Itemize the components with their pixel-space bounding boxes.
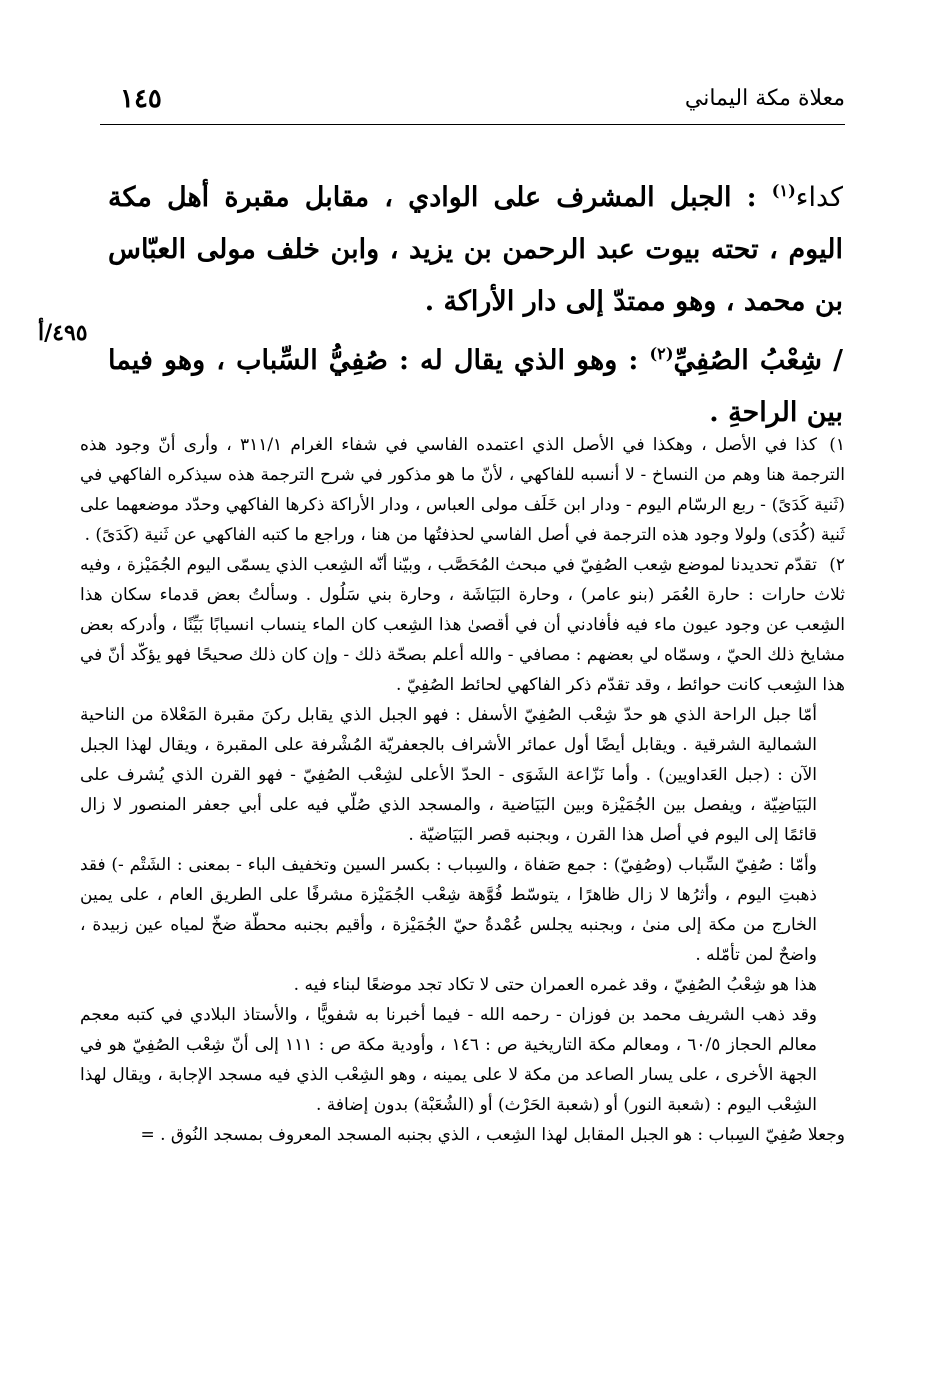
footnote-2-paragraph: أمّا جبل الراحة الذي هو حدّ شِعْب الصُفِيّ الأسفل : فهو الجبل الذي يقابل ركنَ مقبرة المَعْلاة من الناحية الشمالية الشرقية . ويقابل أيضًا أول عمائر الأشراف بالجعفريّة المُشْرفة على المقبرة ، ويقال لهذا الجبل الآن : (جبل العَداويين) . وأما نَزّاعة الشَوَى - الحدّ الأعلى لشِعْب الصُفِيّ - فهو القرن الذي يُشرف على البَيَاضِيّة ، ويفصل بين الجُمَيْزة وبين البَيَاضية ، والمسجد الذي صُلّي فيه على أبي جعفر المنصور لا زال قائمًا إلى اليوم في أصل هذا القرن ، وبجنبه قصر البَيَاضيّة . (80, 705, 817, 845)
entry-shib-heading: / شِعْبُ الصُفِيِّ (673, 345, 843, 376)
header-rule (100, 124, 845, 125)
running-title: معلاة مكة اليماني (684, 86, 845, 111)
footnote-2-paragraph: وجعلا صُفِيّ السِباب : هو الجبل المقابل لهذا الشِعب ، الذي بجنبه المسجد المعروف بمسجد النُوق . = (140, 1125, 845, 1145)
main-text (108, 165, 843, 439)
manuscript-folio-ref: ٤٩٥/أ (38, 320, 88, 346)
page-header (100, 78, 845, 128)
footnote-ref-2: (٢) (649, 344, 674, 363)
footnote-ref-1: (١) (771, 181, 796, 200)
footnote-2-paragraph: هذا هو شِعْبُ الصُفِيّ ، وقد غمره العمران حتى لا تكاد تجد موضعًا لبناء فيه . (293, 975, 817, 995)
footnote-2-paragraph: وقد ذهب الشريف محمد بن فوزان - رحمه الله - فيما أخبرنا به شفويًّا ، والأستاذ البلادي في كتبه معجم معالم الحجاز ٦٠/٥ ، ومعالم مكة التاريخية ص : ١٤٦ ، وأودية مكة ص : ١١١ إلى أنّ شِعْب الصُفِيّ هو في الجهة الأخرى ، على يسار الصاعد من مكة لا على يمينه ، وهو الشِعْب الذي فيه مسجد الإجابة ، ويقال لهذا الشِعْب اليوم : (شعبة النور) أو (شعبة الحَرْث) أو (الشُعَبْة) بدون إضافة . (80, 1005, 817, 1115)
page-number: ١٤٥ (120, 84, 162, 114)
entry-kada-heading: كداء (795, 182, 843, 213)
entry-kada (108, 165, 843, 328)
footnotes (80, 430, 845, 1150)
entry-shib-alsufi (108, 328, 843, 439)
footnote-2-paragraph: وأمّا : صُفِيّ السِّباب (وصُفِيّ) : جمع صَفاة ، والسِباب : بكسر السين وتخفيف الباء - بمعنى : الشَتْم -) فقد ذهبتِ اليوم ، وأثرُها لا زال ظاهرًا ، يتوسّط فُوَّهة شِعْب الجُمَيْزة مشرفًا على الطريق العام ، على يمين الخارج من مكة إلى منىٰ ، وبجنبه يجلس عُمْدةُ حيّ الجُمَيْزة ، وأقيم بجنبه محطّة ضخّ لمياه عين زبيدة ، واضحٌ لمن تأمّله . (80, 855, 817, 965)
footnote-number: ٢) (829, 555, 845, 575)
footnote-text: تقدّم تحديدنا لموضع شِعب الصُفِيّ في مبحث المُحَصَّب ، وبيّنا أنّه الشِعب الذي يسمّى اليوم الجُمَيْزة ، وفيه ثلاث حارات : حارة العُمَر (بنو عامر) ، وحارة البَيَاشَة ، وحارة بني سَلُول . وسألتُ بعض قدماء سكان هذا الشِعب عن وجود عيون ماء فيه فأفادني أن في أقصىٰ هذا الشِعب كان الماء ينساب انسيابًا بَيِّنًا ، وأدركه بعض مشايخ ذلك الحيّ ، وسمّاه لي بعضهم : مصافي - والله أعلم بصحّة ذلك - وإن كان ذلك صحيحًا فهو يؤكّد أنّ في هذا الشِعب كانت حوائط ، وقد تقدّم ذكر الفاكهي لحائط الصُفِيّ . (80, 555, 845, 695)
entry-kada-body: : الجبل المشرف على الوادي ، مقابل مقبرة أهل مكة اليوم ، تحته بيوت عبد الرحمن بن يزيد ، وابن خلف مولى العبّاس بن محمد ، وهو ممتدّ إلى دار الأراكة . (108, 182, 843, 317)
footnote-text: كذا في الأصل ، وهكذا في الأصل الذي اعتمده الفاسي في شفاء الغرام ٣١١/١ ، وأرى أنّ وجود هذه الترجمة هنا وهم من النساخ - لا أنسبه للفاكهي ، لأنّ ما هو مذكور في شرح الترجمة هذه سيذكره الفاكهي في (ثَنية كَدَىً) - ربع الرسّام اليوم - ودار ابن خَلَف مولى العباس ، ودار الأراكة ذكرها الفاكهي وحدّد موضعهما على ثَنية (كُدَى) ولولا وجود هذه الترجمة في أصل الفاسي لحذفتُها من هنا ، وراجع ما كتبه الفاكهي عن ثَنية (كَدَىً) . (80, 435, 845, 545)
entry-shib-body: : وهو الذي يقال له : صُفِيُّ السِّباب ، وهو فيما بين الراحةِ . (108, 345, 843, 428)
footnote-number: ١) (829, 435, 845, 455)
footnote-1 (80, 430, 845, 550)
footnote-2 (80, 550, 845, 700)
